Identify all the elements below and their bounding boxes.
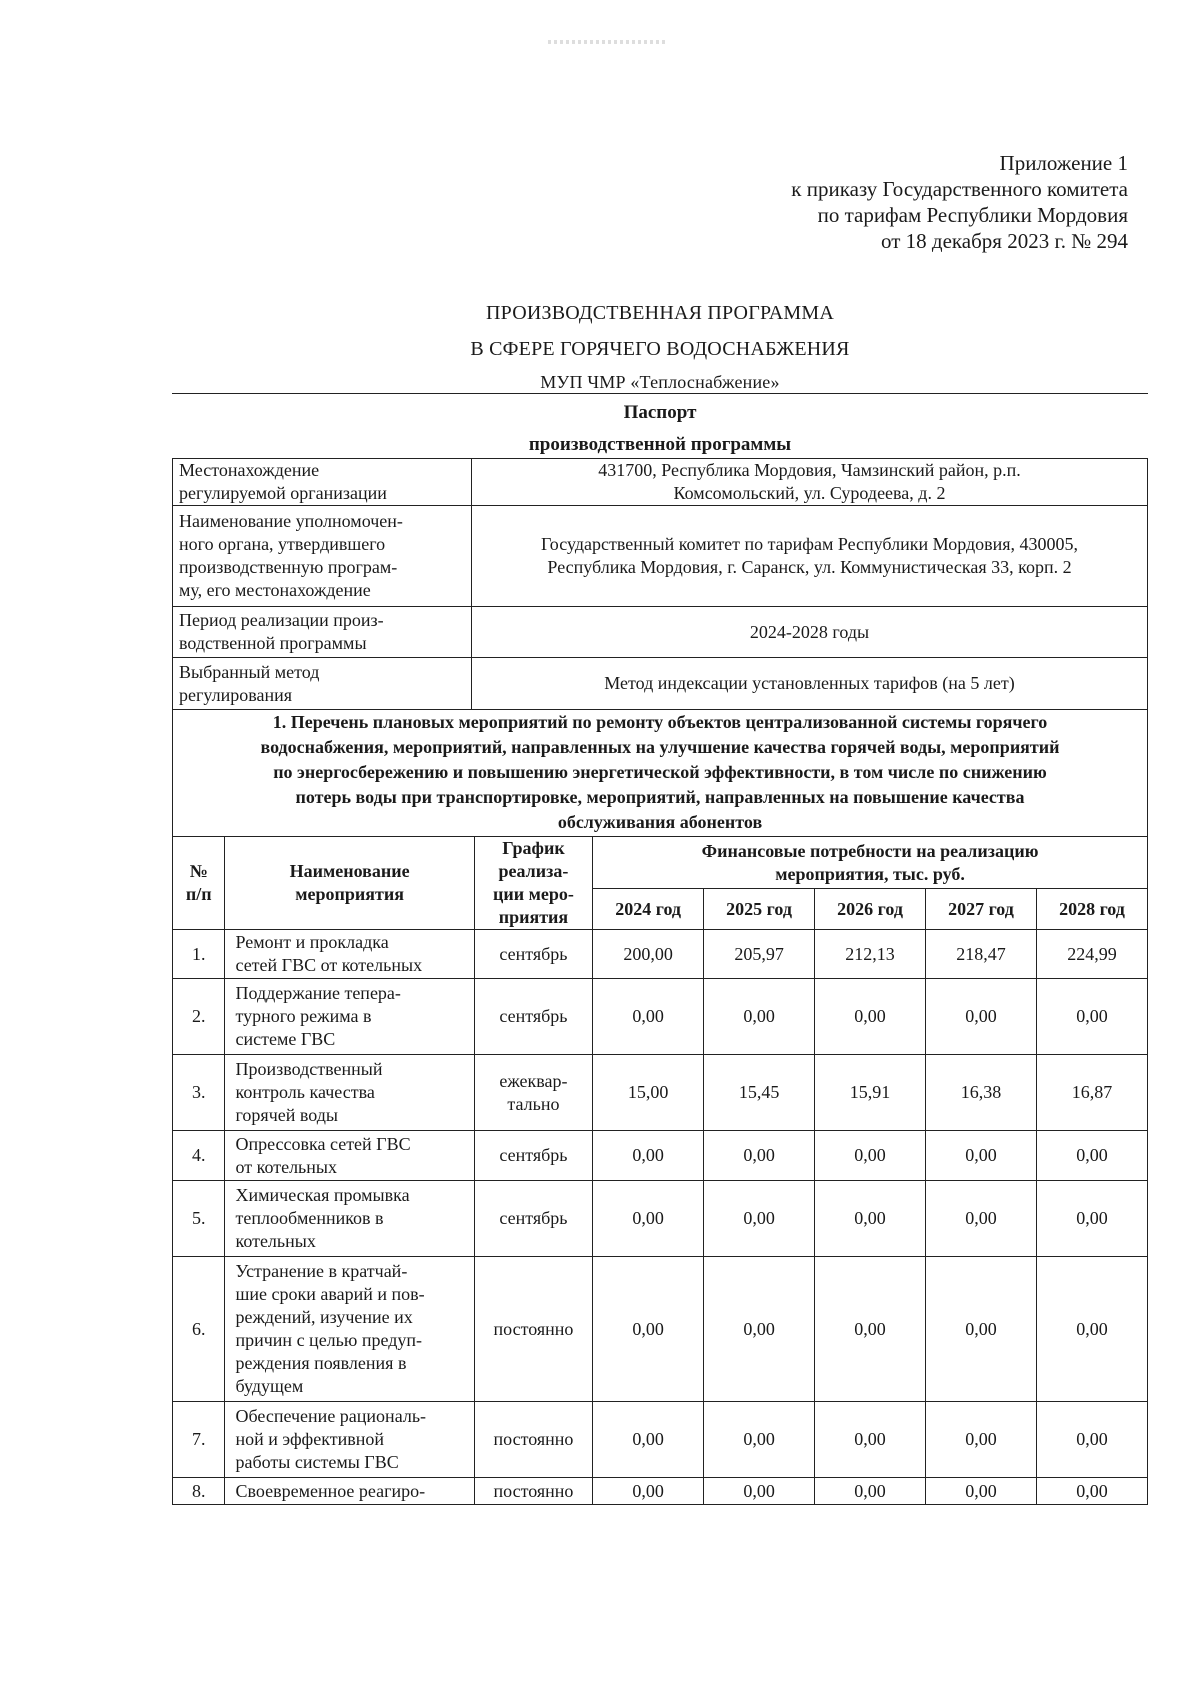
schedule-line: тально [507, 1093, 560, 1114]
section-heading-line: обслуживания абонентов [557, 812, 763, 832]
row-value-2024: 0,00 [593, 1478, 704, 1505]
row-value-2027: 16,38 [926, 1055, 1037, 1131]
appendix-block [791, 150, 1128, 254]
schedule-line: постоянно [493, 1480, 574, 1501]
row-activity [225, 1478, 474, 1505]
section-1-heading [172, 710, 1148, 838]
activity-line: котельных [235, 1231, 316, 1251]
activity-line: горячей воды [235, 1105, 338, 1125]
table-row [173, 1131, 1148, 1181]
row-schedule [474, 1478, 592, 1505]
row-value-2025: 0,00 [704, 1478, 815, 1505]
schedule-line: сентябрь [499, 1208, 568, 1228]
row-number: 4. [173, 1131, 225, 1181]
activity-line: Химическая промывка [235, 1185, 410, 1205]
row-number: 5. [173, 1181, 225, 1257]
passport-value [472, 506, 1148, 607]
row-value-2027: 218,47 [926, 930, 1037, 979]
row-number: 1. [173, 930, 225, 979]
row-value-2028: 0,00 [1036, 1257, 1147, 1402]
plan-header-row [173, 837, 1148, 889]
activity-line: реждения появления в [235, 1353, 407, 1373]
passport-label-line: Местонахождение [179, 460, 320, 480]
row-activity [225, 1402, 474, 1478]
passport-row-method [173, 658, 1148, 710]
row-value-2027: 0,00 [926, 979, 1037, 1055]
row-value-2027: 0,00 [926, 1131, 1037, 1181]
row-value-2026: 0,00 [815, 1131, 926, 1181]
header-number [173, 837, 225, 930]
table-row [173, 1402, 1148, 1478]
passport-value [472, 607, 1148, 658]
row-number: 3. [173, 1055, 225, 1131]
passport-value [472, 459, 1148, 506]
header-line: приятия [498, 907, 569, 927]
row-value-2026: 0,00 [815, 1257, 926, 1402]
passport-value-line: 2024-2028 годы [749, 621, 870, 642]
activity-line: теплообменников в [235, 1208, 384, 1228]
header-schedule [474, 837, 592, 930]
activity-line: ной и эффективной [235, 1429, 384, 1449]
header-year: 2026 год [815, 889, 926, 930]
row-number: 7. [173, 1402, 225, 1478]
row-value-2028: 0,00 [1036, 1478, 1147, 1505]
activity-line: системе ГВС [235, 1029, 336, 1049]
row-value-2028: 224,99 [1036, 930, 1147, 979]
row-activity [225, 1181, 474, 1257]
row-value-2026: 0,00 [815, 1402, 926, 1478]
header-year: 2024 год [593, 889, 704, 930]
passport-table [172, 458, 1148, 710]
activity-line: Ремонт и прокладка [235, 932, 389, 952]
passport-label-line: производственную програм- [179, 557, 398, 577]
table-row [173, 1478, 1148, 1505]
passport-heading: Паспорт [623, 402, 697, 423]
row-value-2027: 0,00 [926, 1181, 1037, 1257]
header-line: Наименование [289, 861, 410, 881]
activity-line: будущем [235, 1376, 304, 1396]
passport-value-line: 431700, Республика Мордовия, Чамзинский район, р.п. [598, 460, 1021, 480]
header-year: 2028 год [1036, 889, 1147, 930]
passport-subheading: производственной программы [528, 434, 792, 455]
passport-value-line: Республика Мордовия, г. Саранск, ул. Коммунистическая 33, корп. 2 [547, 557, 1072, 577]
table-row [173, 930, 1148, 979]
passport-label-line: Выбранный метод [179, 661, 320, 682]
passport-row-location [173, 459, 1148, 506]
passport-label-line: Наименование уполномочен- [179, 511, 403, 531]
passport-label-line: му, его местонахождение [179, 580, 371, 600]
activity-line: работы системы ГВС [235, 1452, 399, 1472]
passport-label-line: регулирования [179, 684, 292, 705]
program-subtitle: В СФЕРЕ ГОРЯЧЕГО ВОДОСНАБЖЕНИЯ [470, 338, 850, 360]
passport-label-line: водственной программы [179, 633, 367, 653]
header-financial [593, 837, 1148, 889]
row-value-2024: 0,00 [593, 979, 704, 1055]
header-line: мероприятия, тыс. руб. [775, 863, 965, 884]
row-number: 2. [173, 979, 225, 1055]
row-schedule [474, 1257, 592, 1402]
schedule-line: постоянно [493, 1429, 574, 1449]
row-schedule [474, 930, 592, 979]
header-line: ции меро- [493, 884, 574, 904]
appendix-line: от 18 декабря 2023 г. № 294 [881, 229, 1128, 253]
row-value-2026: 0,00 [815, 1181, 926, 1257]
activity-line: Обеспечение рациональ- [235, 1406, 427, 1426]
row-value-2024: 0,00 [593, 1257, 704, 1402]
row-value-2027: 0,00 [926, 1402, 1037, 1478]
passport-label [173, 459, 472, 506]
row-value-2026: 212,13 [815, 930, 926, 979]
passport-label-line: регулируемой организации [179, 483, 387, 503]
passport-value-line: Государственный комитет по тарифам Республики Мордовия, 430005, [540, 534, 1079, 554]
passport-label [173, 607, 472, 658]
appendix-line: Приложение 1 [999, 151, 1128, 175]
row-value-2027: 0,00 [926, 1478, 1037, 1505]
passport-label-line: ного органа, утвердившего [179, 534, 386, 554]
table-row [173, 1257, 1148, 1402]
row-schedule [474, 1131, 592, 1181]
table-row [173, 1055, 1148, 1131]
row-value-2025: 0,00 [704, 1131, 815, 1181]
row-schedule [474, 1181, 592, 1257]
row-value-2024: 0,00 [593, 1131, 704, 1181]
activity-line: Поддержание тепера- [235, 983, 401, 1003]
schedule-line: ежеквар- [499, 1070, 568, 1091]
schedule-line: сентябрь [499, 943, 568, 964]
activity-line: Своевременное реагиро- [235, 1480, 426, 1501]
row-value-2026: 0,00 [815, 979, 926, 1055]
row-value-2025: 0,00 [704, 1181, 815, 1257]
table-row [173, 979, 1148, 1055]
row-value-2025: 0,00 [704, 1402, 815, 1478]
row-value-2028: 0,00 [1036, 1402, 1147, 1478]
activity-line: контроль качества [235, 1082, 375, 1102]
passport-label-line: Период реализации произ- [179, 610, 384, 630]
header-year: 2027 год [926, 889, 1037, 930]
activity-line: причин с целью предуп- [235, 1330, 422, 1350]
row-schedule [474, 979, 592, 1055]
row-value-2025: 205,97 [704, 930, 815, 979]
header-line: № [189, 861, 208, 881]
schedule-line: сентябрь [499, 1145, 568, 1165]
section-heading-line: водоснабжения, мероприятий, направленных на улучшение качества горячей воды, мероприятий [260, 737, 1060, 757]
row-value-2024: 200,00 [593, 930, 704, 979]
passport-value-line: Метод индексации установленных тарифов (на 5 лет) [604, 673, 1015, 693]
header-name [225, 837, 474, 930]
appendix-line: по тарифам Республики Мордовия [817, 203, 1128, 227]
row-value-2027: 0,00 [926, 1257, 1037, 1402]
passport-row-period [173, 607, 1148, 658]
header-line: п/п [185, 884, 212, 904]
scan-artifact [548, 40, 668, 44]
row-schedule [474, 1055, 592, 1131]
table-row [173, 1181, 1148, 1257]
row-value-2024: 0,00 [593, 1402, 704, 1478]
row-number: 8. [173, 1478, 225, 1505]
appendix-line: к приказу Государственного комитета [791, 177, 1128, 201]
passport-row-authority [173, 506, 1148, 607]
activity-line: от котельных [235, 1156, 337, 1177]
passport-value [472, 658, 1148, 710]
schedule-line: постоянно [493, 1318, 574, 1339]
row-value-2028: 0,00 [1036, 1131, 1147, 1181]
header-line: реализа- [498, 861, 569, 881]
plan-table [172, 836, 1148, 1505]
activity-line: шие сроки аварий и пов- [235, 1284, 425, 1304]
title-underline [172, 393, 1148, 394]
header-year: 2025 год [704, 889, 815, 930]
row-value-2028: 0,00 [1036, 979, 1147, 1055]
activity-line: реждений, изучение их [235, 1307, 413, 1327]
header-line: Финансовые потребности на реализацию [701, 840, 1039, 861]
program-title: ПРОИЗВОДСТВЕННАЯ ПРОГРАММА [486, 302, 834, 324]
row-activity [225, 1131, 474, 1181]
row-value-2025: 15,45 [704, 1055, 815, 1131]
row-value-2028: 16,87 [1036, 1055, 1147, 1131]
row-value-2028: 0,00 [1036, 1181, 1147, 1257]
passport-label [173, 658, 472, 710]
section-heading-line: 1. Перечень плановых мероприятий по ремонту объектов централизованной системы горячего [272, 712, 1048, 732]
header-line: График [502, 838, 565, 858]
section-heading-line: по энергосбережению и повышению энергетической эффективности, в том числе по снижению [273, 762, 1047, 782]
row-activity [225, 1055, 474, 1131]
row-activity [225, 979, 474, 1055]
schedule-line: сентябрь [499, 1006, 568, 1026]
row-value-2026: 15,91 [815, 1055, 926, 1131]
section-heading-line: потерь воды при транспортировке, мероприятий, направленных на повышение качества [295, 787, 1025, 807]
row-value-2024: 0,00 [593, 1181, 704, 1257]
activity-line: турного режима в [235, 1006, 372, 1026]
activity-line: Производственный [235, 1059, 383, 1079]
header-line: мероприятия [295, 884, 404, 904]
row-value-2026: 0,00 [815, 1478, 926, 1505]
passport-value-line: Комсомольский, ул. Суродеева, д. 2 [673, 483, 946, 503]
row-value-2024: 15,00 [593, 1055, 704, 1131]
passport-label [173, 506, 472, 607]
organization-name: МУП ЧМР «Теплоснабжение» [540, 372, 780, 392]
activity-line: сетей ГВС от котельных [235, 955, 423, 975]
row-value-2025: 0,00 [704, 1257, 815, 1402]
row-value-2025: 0,00 [704, 979, 815, 1055]
activity-line: Опрессовка сетей ГВС [235, 1133, 411, 1154]
row-activity [225, 930, 474, 979]
activity-line: Устранение в кратчай- [235, 1261, 408, 1281]
row-number: 6. [173, 1257, 225, 1402]
row-schedule [474, 1402, 592, 1478]
row-activity [225, 1257, 474, 1402]
